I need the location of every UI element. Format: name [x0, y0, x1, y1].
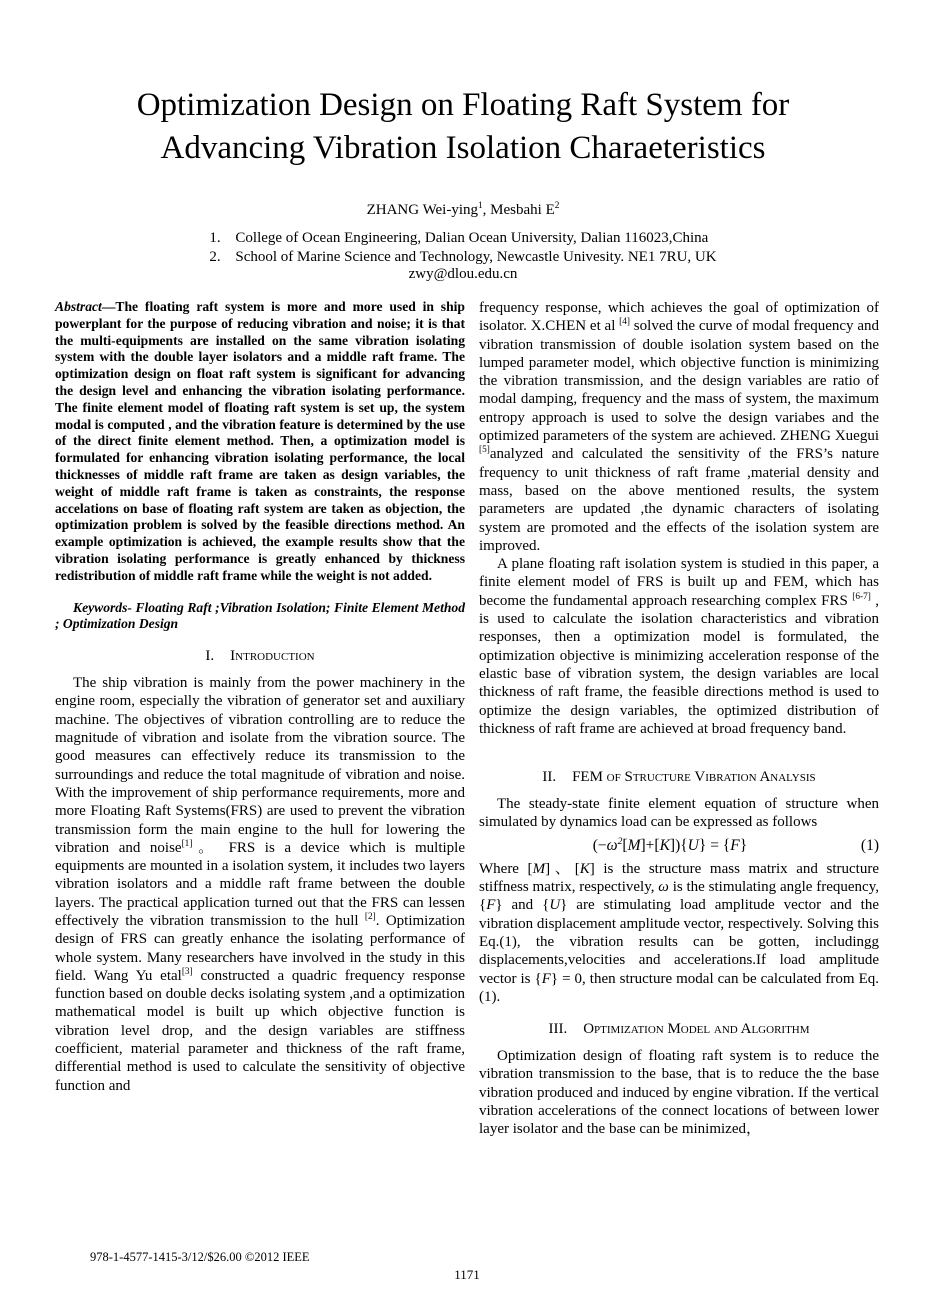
equation-number: (1): [860, 836, 879, 854]
equation-explanation-paragraph: Where [M]、[K] is the structure mass matrix and structure stiffness matrix, respectively, ω is the stimulating angle frequency, {F} and {U} are stimulating load amplitude vector and the vibration displacement amplitude vector, respectively. Solving this Eq.(1), the vibration results can be gotten, includingg displacements,velocities and accelerations.If load amplitude vector is {F} = 0, then structure modal can be calculated from Eq.(1).: [479, 860, 879, 1005]
right-column: [479, 299, 879, 1139]
affiliation-item-1: [209, 229, 716, 248]
affiliation-item-2: [209, 248, 716, 267]
section-heading-introduction: [55, 647, 465, 665]
section-number: I.: [205, 648, 215, 665]
fem-intro-paragraph: The steady-state finite element equation of structure when simulated by dynamics load can be expressed as follows: [479, 796, 879, 831]
introduction-paragraph: The ship vibration is mainly from the power machinery in the engine room, especially the vibration of generator set and auxiliary machine. The objectives of vibration controlling are to reduce the magnitude of vibration and isolate from the vibration source. The good measures can effectively reduce its transmission to the surroundings and reduce the total magnitude of vibration and noise. With the improvement of ship performance requirements, more and more Floating Raft Systems(FRS) are used to prevent the vibration transmission form the main engine to the hull for lowering the vibration and noise[1]。 FRS is a device which is multiple equipments are mounted in a isolation system, it includes two layers vibration isolators and a middle raft frame between the double layers. The practical application turned out that the FRS can lessen effectively the vibration transmission to the hull [2]. Optimization design of FRS can greatly enhance the isolating performance of whole system. Many researchers have involved in the study in this field. Wang Yu etal[3] constructed a quadric frequency response function based on double decks isolating system ,and a optimization mathematical model is built up which objective function is vibration level drop, and the design variables are stiffness coefficient, material parameter and thickness of the raft frame, differential method is used to calculate the sensitivity of objective function and: [55, 675, 465, 1094]
section-number: III.: [548, 1021, 568, 1038]
affiliation-number: 2.: [209, 248, 221, 265]
affiliation-text: College of Ocean Engineering, Dalian Ocean University, Dalian 116023,China: [235, 230, 709, 246]
related-work-paragraph: frequency response, which achieves the goal of optimization of isolator. X.CHEN et al [4] solved the curve of modal frequency and vibration transmission of double isolation system based on the lumped parameter model, which objective function is minimizing the vibration transmission, and the design variables are ratio of modal damping, frequency and the mass of system, the maximum entropy approach is used to solve the design variabes and the optimized parameters of the system are achieved. ZHENG Xuegui [5]analyzed and calculated the sensitivity of the FRS’s nature frequency to unit thickness of raft frame ,material density and mass, based on the above mentioned results, the system parameters are updated ,the dynamic characters of isolating system are promoted and the effects of the isolation system are improved.: [479, 300, 879, 554]
affiliation-list: [209, 229, 716, 266]
page-number: 1171: [454, 1267, 480, 1282]
keywords-paragraph: Keywords- Floating Raft ;Vibration Isolation; Finite Element Method ; Optimization Design: [55, 599, 465, 632]
two-column-body: [55, 299, 879, 1139]
paper-title: [40, 84, 886, 170]
contact-email: zwy@dlou.edu.cn: [408, 266, 518, 282]
affiliation-text: School of Marine Science and Technology, Newcastle Univesity. NE1 7RU, UK: [235, 248, 717, 265]
paper-title-line-1: Optimization Design on Floating Raft System for: [136, 87, 790, 123]
authors-line: ZHANG Wei-ying$^1$, Mesbahi $E^2$: [366, 201, 560, 218]
section-heading-fem: [479, 768, 879, 786]
abstract-paragraph: Abstract—The floating raft system is more and more used in ship powerplant for the purpose of reducing vibration and noise; it is that the multi-equipments are installed on the same vibration isolating system with the double layer isolators and a middle raft frame. The optimization design on float raft system is significant for advancing the design level and enhancing the vibration isolating performance. The finite element model of floating raft system is set up, the system modal is computed , and the vibration feature is determined by the use of the direct finite element method. Then, a optimization model is formulated for enhancing vibration isolating performance, the local thicknesses of middle raft frame are taken as design variables, the weight of middle raft frame is taken as constraints, the response accelations on base of floating raft system are taken as objection, the optimization problem is solved by the feasible directions method. An example optimization is achieved, the example results show that the vibration isolating performance is greatly enhanced by thickness redistribution of middle raft frame while the weight is not added.: [55, 299, 465, 583]
section-title: FEM of Structure Vibration Analysis: [572, 769, 816, 786]
affiliations: [0, 229, 926, 266]
left-column: [55, 299, 465, 1139]
section-title: Introduction: [230, 648, 315, 665]
paper-title-line-2: Advancing Vibration Isolation Charaeteristics: [160, 130, 766, 166]
section-heading-optimization: [479, 1020, 879, 1038]
section-title: Optimization Model and Algorithm: [583, 1021, 810, 1038]
copyright-notice: 978-1-4577-1415-3/12/$26.00 ©2012 IEEE: [90, 1250, 310, 1264]
section-number: II.: [542, 769, 557, 786]
this-paper-paragraph: A plane floating raft isolation system is studied in this paper, a finite element model of FRS is built up and FEM, which has become the fundamental approach researching complex FRS [6-7] , is used to calculate the isolation characteristics and vibration responses, then a optimization model is formulated, the optimization objective is minimizing acceleration response of the elastic base of vibration system, the design variables are local thickness of raft frame, the feasible directions method is used to optimize the design variables, the optimized distribution of thickness of raft frame are achieved at broad frequency band.: [479, 556, 880, 737]
equation-1: [479, 834, 879, 858]
optimization-paragraph: Optimization design of floating raft system is to reduce the vibration transmission to the base, that is to reduce the the base vibration produced and induced by engine vibration. If the vertical vibration accelerations of the connect locations of between lower layer isolator and the base can be minimized，: [479, 1048, 879, 1138]
equation-formula: $(-\omega^2[M]+[K])\{U\} = \{F\}$: [592, 835, 748, 854]
affiliation-number: 1.: [209, 230, 221, 246]
